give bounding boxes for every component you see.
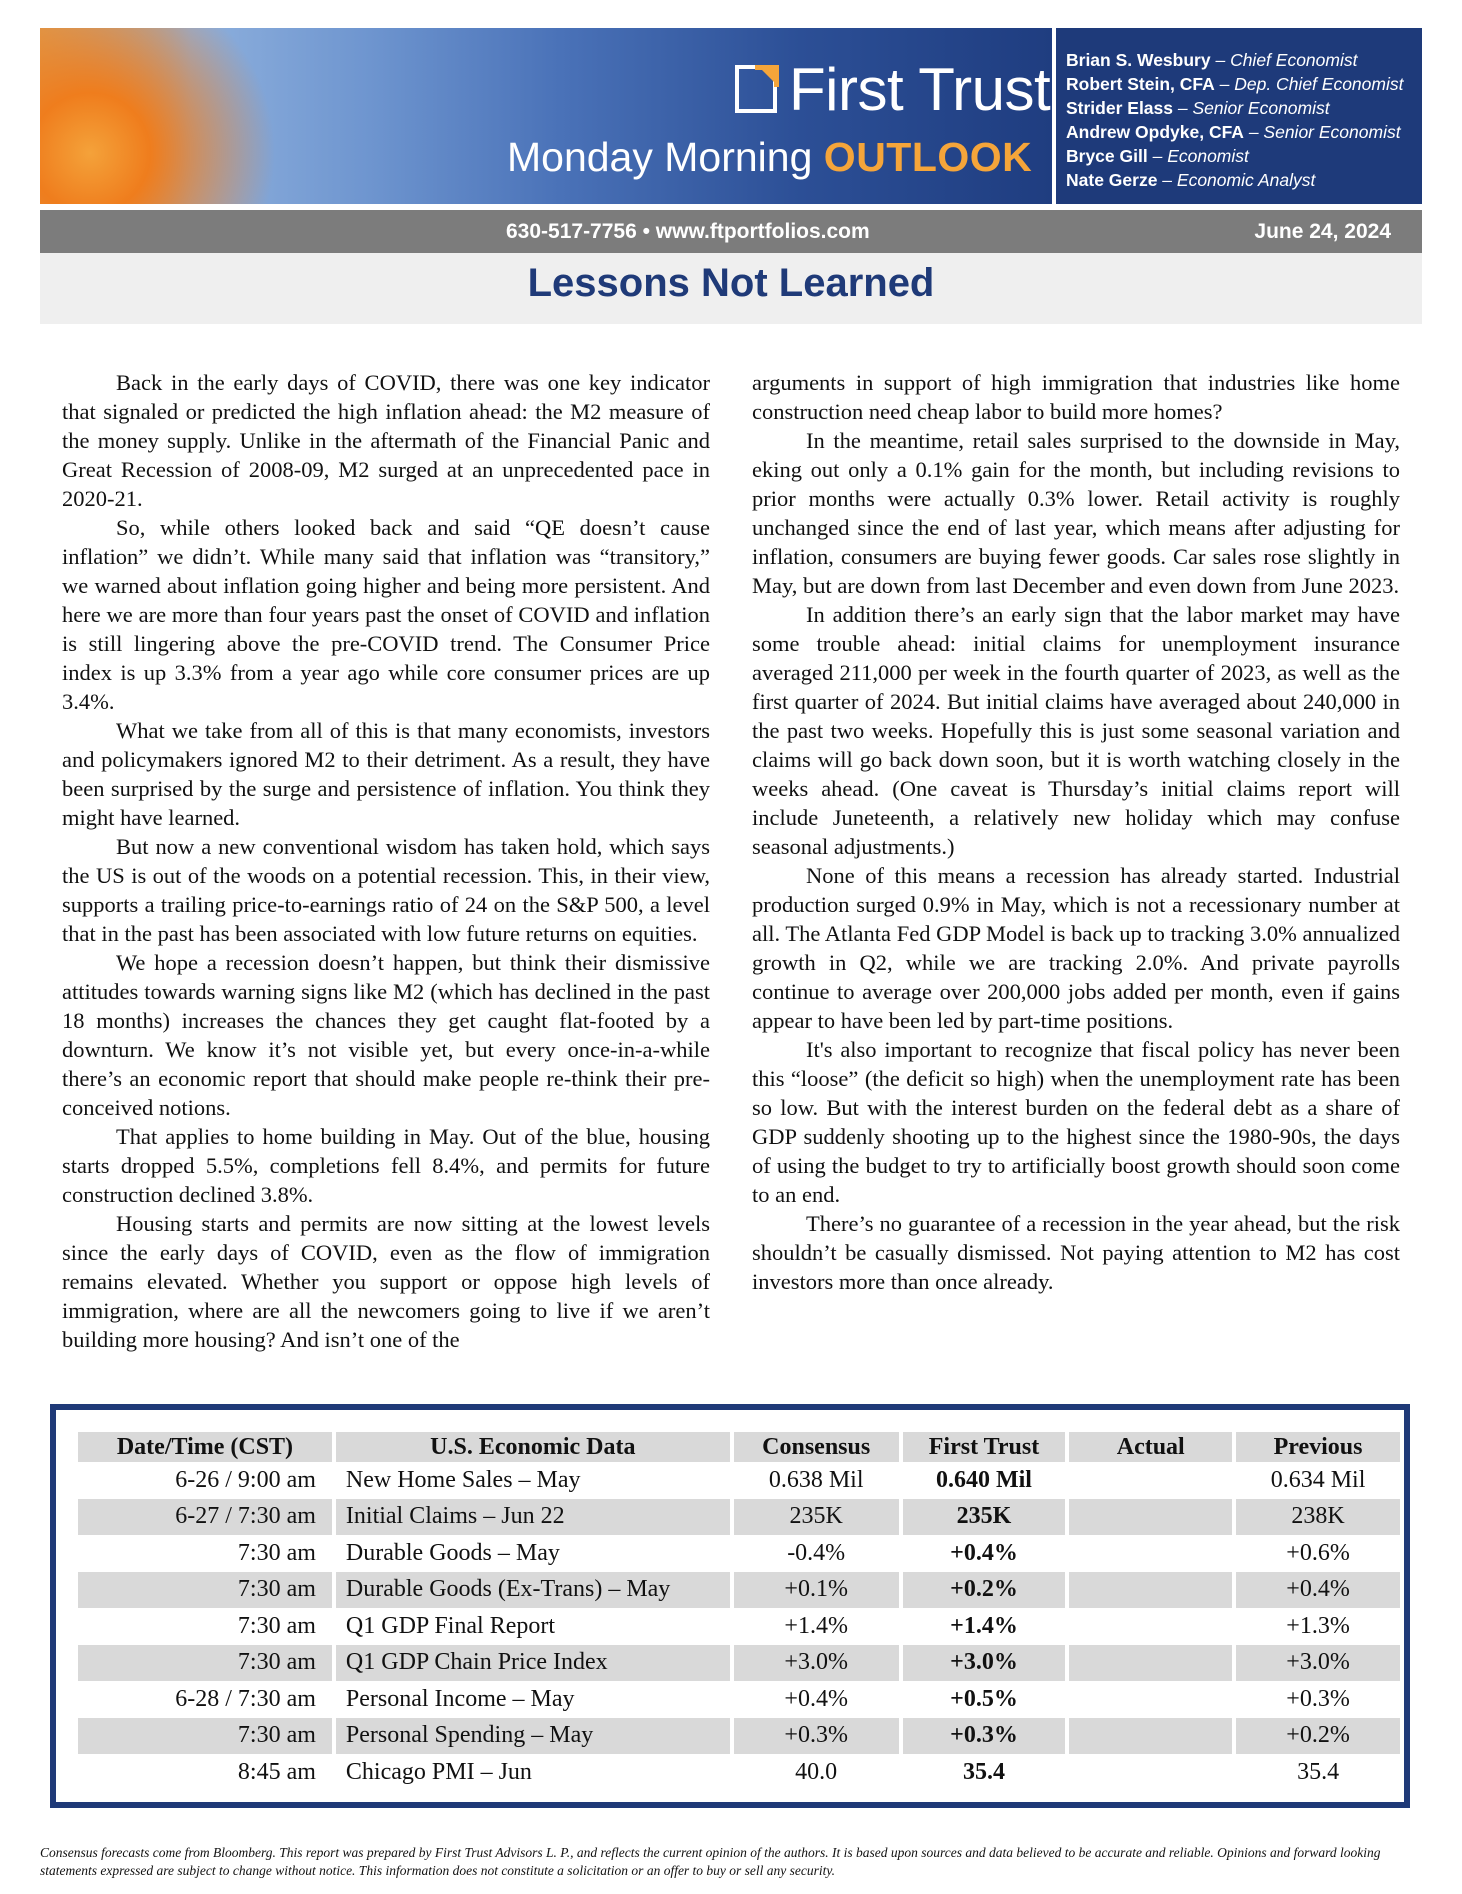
staff-member [1066, 144, 1422, 168]
cell-consensus: +1.4% [784, 1612, 848, 1639]
cell-consensus: +0.1% [734, 1572, 899, 1609]
cell-actual [1069, 1499, 1232, 1536]
cell-economic-data: New Home Sales – May [345, 1466, 581, 1493]
cell-economic-data: Personal Spending – May [336, 1718, 730, 1755]
contact-info: 630-517-7756 • www.ftportfolios.com [506, 220, 870, 243]
staff-name: Nate Gerze [1066, 170, 1158, 190]
cell-economic-data: Durable Goods (Ex-Trans) – May [336, 1572, 730, 1609]
title-band [40, 253, 1422, 324]
cell-previous: +0.3% [1286, 1685, 1350, 1712]
table-header-row [78, 1432, 1400, 1462]
staff-dash: – [1173, 98, 1193, 118]
header-actual: Actual [1069, 1432, 1232, 1462]
table-row [78, 1754, 1400, 1791]
staff-member [1066, 48, 1422, 72]
table-row [78, 1718, 1400, 1755]
article-title: Lessons Not Learned [527, 261, 935, 305]
article-paragraph: Back in the early days of COVID, there was one key indicator that signaled or predicted the high inflation ahead: the M2 measure of the money supply. Unlike in the aftermath of the Financial Panic and Great Recession of 2008-09, M2 surged at an unprecedented pace in 2020-21. [62, 370, 710, 511]
masthead-banner [40, 28, 1052, 204]
staff-dash: – [1157, 170, 1177, 190]
cell-economic-data: Q1 GDP Final Report [345, 1612, 556, 1639]
cell-economic-data: Initial Claims – Jun 22 [336, 1499, 730, 1536]
staff-member [1066, 120, 1422, 144]
cell-consensus: +0.4% [784, 1685, 848, 1712]
cell-actual [1069, 1754, 1232, 1791]
cell-actual [1069, 1681, 1232, 1718]
cell-previous: +0.6% [1286, 1539, 1350, 1566]
article-paragraph: In addition there’s an early sign that the labor market may have some trouble ahead: initial claims for unemployment insurance averaged 211,000 per week in the fourth quarter of 2023, as well as the first quarter of 2024. But initial claims have averaged about 240,000 in the past two weeks. Hopefully this is just some seasonal variation and claims will go back down soon, but it is worth watching closely in the weeks ahead. (One caveat is Thursday’s initial claims report will include Juneteenth, a relatively new holiday which may confuse seasonal adjustments.) [752, 602, 1400, 859]
cell-consensus: +0.3% [734, 1718, 899, 1755]
staff-dash: – [1214, 74, 1235, 94]
article-column-left [62, 368, 710, 1354]
economic-calendar [50, 1404, 1410, 1808]
publication-title-main: Monday Morning [507, 134, 813, 180]
cell-consensus: 0.638 Mil [768, 1466, 864, 1493]
header-date-time: Date/Time (CST) [78, 1432, 332, 1462]
table-row [78, 1572, 1400, 1609]
disclaimer: Consensus forecasts come from Bloomberg. This report was prepared by First Trust Advisors L. P., and reflects the current opinion of the authors. It is based upon sources and data believed to be accurate and reliable. Opinions and forward looking statements expressed are subject to change without notice. This information does not constitute a solicitation or an offer to buy or sell any security. [40, 1845, 1381, 1878]
staff-name: Brian S. Wesbury [1066, 50, 1211, 70]
cell-economic-data: Personal Income – May [345, 1685, 575, 1712]
cell-consensus: +3.0% [734, 1645, 899, 1682]
article-paragraph: In the meantime, retail sales surprised to the downside in May, eking out only a 0.1% gain for the month, but including revisions to prior months were actually 0.3% lower. Retail activity is roughly unchanged since the end of last year, which means after adjusting for inflation, consumers are buying fewer goods. Car sales rose slightly in May, but are down from last December and even down from June 2023. [752, 428, 1400, 598]
cell-first-trust: 0.640 Mil [935, 1466, 1032, 1493]
cell-date-time: 7:30 am [78, 1718, 332, 1755]
brand-logo [733, 54, 1050, 124]
cell-previous: +0.2% [1236, 1718, 1400, 1755]
article-paragraph: But now a new conventional wisdom has taken hold, which says the US is out of the woods on a potential recession. This, in their view, supports a trailing price-to-earnings ratio of 24 on the S&P 500, a level that in the past has been associated with low future returns on equities. [62, 834, 710, 946]
publication-title-accent: OUTLOOK [823, 134, 1033, 180]
cell-actual [1069, 1645, 1232, 1682]
cell-previous: 0.634 Mil [1270, 1466, 1366, 1493]
cell-actual [1069, 1462, 1232, 1499]
staff-member [1066, 96, 1422, 120]
cell-date-time: 7:30 am [237, 1612, 316, 1639]
staff-member [1066, 168, 1422, 192]
first-trust-logo-icon [733, 63, 779, 115]
economic-calendar-table [74, 1432, 1404, 1791]
table-row [78, 1535, 1400, 1572]
cell-economic-data: Chicago PMI – Jun [345, 1758, 532, 1785]
article-paragraph: We hope a recession doesn’t happen, but think their dismissive attitudes towards warning signs like M2 (which has declined in the past 18 months) increases the chances they get caught flat-footed by a downturn. We know it’s not visible yet, but every once-in-a-while there’s an economic report that should make people re-think their pre-conceived notions. [62, 950, 710, 1120]
staff-list [1066, 48, 1422, 192]
cell-previous: 238K [1236, 1499, 1400, 1536]
article-paragraph: That applies to home building in May. Out of the blue, housing starts dropped 5.5%, completions fell 8.4%, and permits for future construction declined 3.8%. [62, 1124, 710, 1207]
cell-date-time: 8:45 am [237, 1758, 316, 1785]
cell-date-time: 7:30 am [78, 1572, 332, 1609]
staff-dash: – [1147, 146, 1168, 166]
article-paragraph: Housing starts and permits are now sitting at the lowest levels since the early days of COVID, even as the flow of immigration remains elevated. Whether you support or oppose high levels of immigration, where are all the newcomers going to live if we aren’t building more housing? And isn’t one of the [62, 1211, 710, 1352]
staff-dash: – [1243, 122, 1264, 142]
article-paragraph: None of this means a recession has already started. Industrial production surged 0.9% in May, which is not a recessionary number at all. The Atlanta Fed GDP Model is back up to tracking 3.0% annualized growth in Q2, while we are tracking 2.0%. And private payrolls continue to average over 200,000 jobs added per month, even if gains appear to have been led by part-time positions. [752, 863, 1400, 1033]
staff-name: Bryce Gill [1066, 146, 1148, 166]
cell-previous: +3.0% [1236, 1645, 1400, 1682]
staff-title: Economist [1167, 146, 1249, 166]
staff-title: Economic Analyst [1176, 170, 1316, 190]
staff-name: Strider Elass [1066, 98, 1173, 118]
table-row [78, 1499, 1400, 1536]
masthead-divider [1052, 28, 1056, 204]
cell-date-time: 7:30 am [78, 1645, 332, 1682]
cell-consensus: 235K [734, 1499, 899, 1536]
header-previous: Previous [1236, 1432, 1400, 1462]
staff-name: Robert Stein, CFA [1066, 74, 1215, 94]
article-paragraph: arguments in support of high immigration that industries like home construction need cheap labor to build more homes? [752, 370, 1400, 424]
table-row [78, 1462, 1400, 1499]
table-row [78, 1645, 1400, 1682]
cell-date-time: 6-26 / 9:00 am [175, 1466, 316, 1493]
cell-previous: +0.4% [1236, 1572, 1400, 1609]
staff-title: Chief Economist [1230, 50, 1358, 70]
cell-first-trust: +3.0% [903, 1645, 1066, 1682]
contact-bar [40, 210, 1422, 253]
header-consensus: Consensus [734, 1432, 899, 1462]
cell-previous: 35.4 [1297, 1758, 1340, 1785]
cell-first-trust: +0.4% [950, 1539, 1018, 1566]
article-column-right [752, 368, 1400, 1296]
staff-title: Senior Economist [1263, 122, 1401, 142]
cell-actual [1069, 1608, 1232, 1645]
article-paragraph: So, while others looked back and said “QE doesn’t cause inflation” we didn’t. While many said that inflation was “transitory,” we warned about inflation going higher and being more persistent. And here we are more than four years past the onset of COVID and inflation is still lingering above the pre-COVID trend. The Consumer Price index is up 3.3% from a year ago while core consumer prices are up 3.4%. [62, 515, 710, 714]
publication-title [507, 134, 1032, 194]
staff-title: Senior Economist [1192, 98, 1330, 118]
table-row [78, 1681, 1400, 1718]
masthead [40, 28, 1422, 204]
cell-first-trust: +0.2% [903, 1572, 1066, 1609]
cell-first-trust: +1.4% [950, 1612, 1018, 1639]
cell-first-trust: 235K [903, 1499, 1066, 1536]
article-paragraph: It's also important to recognize that fiscal policy has never been this “loose” (the deficit so high) when the unemployment rate has been so low. But with the interest burden on the federal debt as a share of GDP suddenly shooting up to the highest since the 1980-90s, the days of using the budget to try to artificially boost growth should soon come to an end. [752, 1037, 1400, 1207]
cell-actual [1069, 1535, 1232, 1572]
cell-date-time: 7:30 am [237, 1539, 316, 1566]
cell-date-time: 6-27 / 7:30 am [78, 1499, 332, 1536]
article-paragraph: What we take from all of this is that many economists, investors and policymakers ignored M2 to their detriment. As a result, they have been surprised by the surge and persistence of inflation. You think they might have learned. [62, 718, 710, 830]
issue-date: June 24, 2024 [1254, 220, 1391, 243]
table-row [78, 1608, 1400, 1645]
header-first-trust: First Trust [903, 1432, 1066, 1462]
cell-actual [1069, 1718, 1232, 1755]
cell-first-trust: 35.4 [962, 1758, 1005, 1785]
cell-first-trust: +0.3% [903, 1718, 1066, 1755]
article-paragraph: There’s no guarantee of a recession in the year ahead, but the risk shouldn’t be casually dismissed. Not paying attention to M2 has cost investors more than once already. [752, 1211, 1400, 1294]
cell-consensus: -0.4% [787, 1539, 846, 1566]
cell-economic-data: Q1 GDP Chain Price Index [336, 1645, 730, 1682]
cell-consensus: 40.0 [795, 1758, 838, 1785]
staff-dash: – [1210, 50, 1231, 70]
cell-economic-data: Durable Goods – May [345, 1539, 560, 1566]
cell-actual [1069, 1572, 1232, 1609]
staff-title: Dep. Chief Economist [1234, 74, 1404, 94]
cell-date-time: 6-28 / 7:30 am [175, 1685, 316, 1712]
cell-first-trust: +0.5% [950, 1685, 1018, 1712]
cell-previous: +1.3% [1286, 1612, 1350, 1639]
header-economic-data: U.S. Economic Data [336, 1432, 730, 1462]
calendar-body [78, 1462, 1400, 1791]
brand-name: First Trust [789, 55, 1051, 123]
staff-member [1066, 72, 1422, 96]
staff-name: Andrew Opdyke, CFA [1066, 122, 1244, 142]
